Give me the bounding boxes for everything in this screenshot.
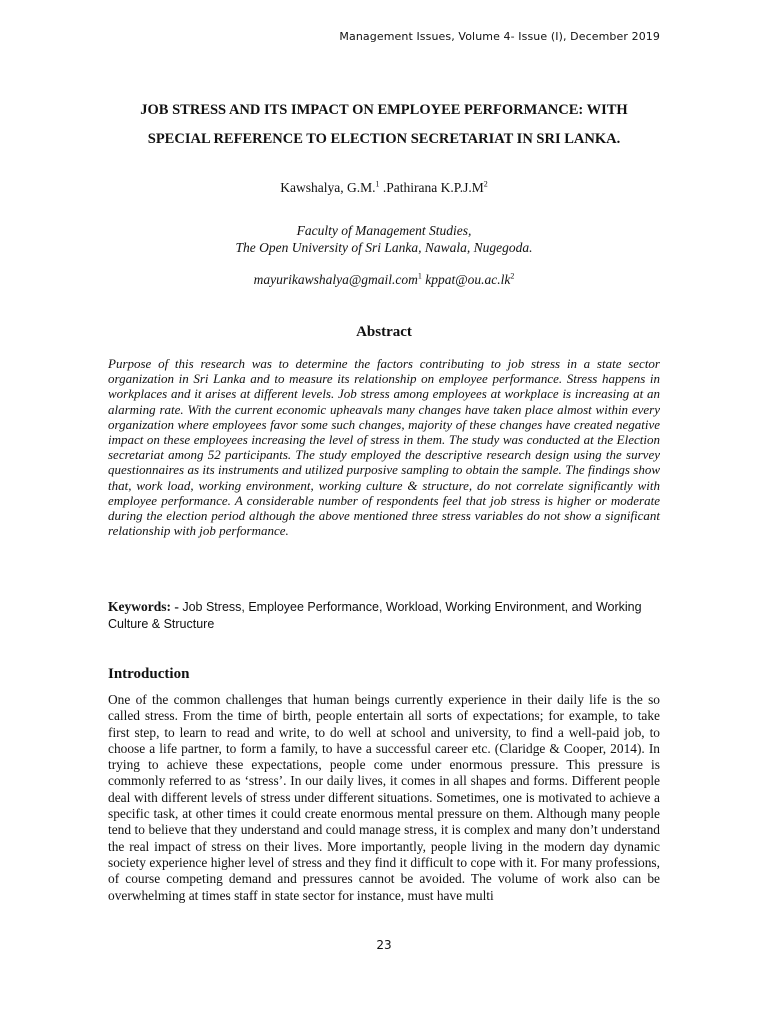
email-2: kppat@ou.ac.lk: [421, 272, 511, 287]
introduction-heading: Introduction: [108, 666, 190, 682]
email-1: mayurikawshalya@gmail.com: [253, 272, 418, 287]
page-number: 23: [376, 938, 392, 952]
keywords-list: Job Stress, Employee Performance, Workload, Working Environment, and Working Culture & Structure: [108, 600, 642, 631]
email-1-mark: 1: [417, 271, 422, 281]
author-2: Pathirana K.P.J.M: [386, 180, 484, 195]
abstract-text: Purpose of this research was to determine the factors contributing to job stress in a state sector organization in Sri Lanka and to measure its relationship on employee performance. Stress happens in workplaces and it arises at different levels. Job stress among employees at workplace is increasing at an alarming rate. With the current economic upheavals many changes have taken place almost within every organization where employees favor some such changes, majority of these changes have created negative impact on these employees increasing the level of stress in them. The study was conducted at the Election secretariat among 52 participants. The study employed the descriptive research design using the survey questionnaires as its instruments and utilized purposive sampling to obtain the sample. The findings show that, work load, working environment, working culture & structure, do not correlate significantly with employee performance. A considerable number of respondents feel that job stress is higher or moderate during the election period although the above mentioned three stress variables do not show a significant relationship with job performance.: [108, 356, 660, 539]
title-line-2: SPECIAL REFERENCE TO ELECTION SECRETARIAT IN SRI LANKA.: [147, 131, 621, 147]
introduction-text: One of the common challenges that human beings currently experience in their daily life is the so called stress. From the time of birth, people entertain all sorts of expectations; for example, to take first step, to learn to read and write, to do well at school and university, to find a well-paid job, to choose a life partner, to form a family, to have a successful career etc. (Claridge & Cooper, 2014). In trying to achieve these expectations, people come under enormous pressure. This pressure is commonly referred to as ‘stress’. In our daily lives, it comes in all shapes and forms. Different people deal with different levels of stress under different situations. Sometimes, one is motivated to achieve a specific task, at other times it could create enormous mental pressure on them. Although many people tend to believe that they understand and could manage stress, it is complex and many don’t understand the real impact of stress on their lives. More importantly, people living in the modern day dynamic society experience higher level of stress and they find it difficult to cope with it. For many professions, of course competing demand and pressures cannot be avoided. The volume of work also can be overwhelming at times staff in state sector for instance, must have multi: [108, 692, 660, 903]
affiliation-line-2: The Open University of Sri Lanka, Nawala, Nugegoda.: [235, 240, 533, 255]
title-line-1: JOB STRESS AND ITS IMPACT ON EMPLOYEE PERFORMANCE: WITH: [140, 102, 628, 118]
keywords: [108, 598, 660, 633]
keywords-label: Keywords: -: [108, 599, 179, 614]
author-2-affiliation-mark: 2: [483, 179, 488, 189]
author-emails: [96, 272, 672, 288]
email-2-mark: 2: [510, 271, 515, 281]
author-separator: .: [379, 180, 387, 195]
author-1-affiliation-mark: 1: [375, 179, 380, 189]
affiliation-line-1: Faculty of Management Studies,: [296, 223, 472, 238]
affiliation: [96, 222, 672, 256]
author-1: Kawshalya, G.M.: [280, 180, 376, 195]
abstract-heading: Abstract: [356, 324, 412, 340]
running-head: Management Issues, Volume 4- Issue (I), December 2019: [339, 30, 660, 43]
article-title: [96, 96, 672, 154]
author-list: [96, 180, 672, 196]
